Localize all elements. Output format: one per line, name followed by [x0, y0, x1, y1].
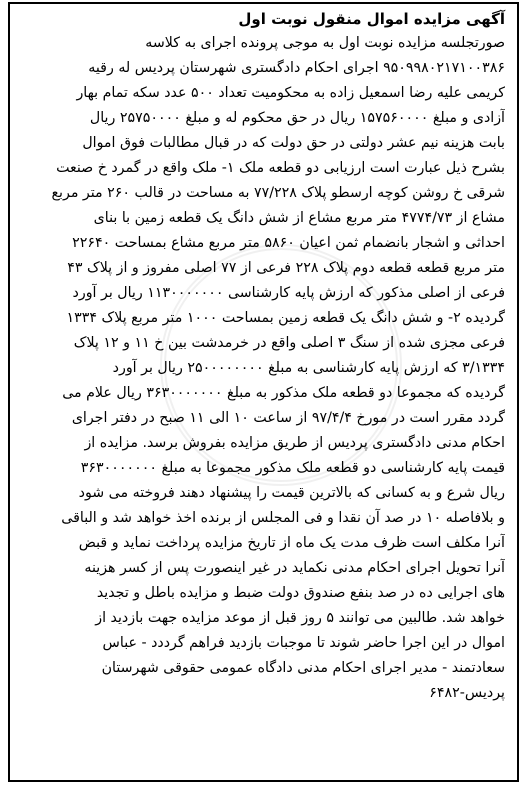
notice-line: آنرا مکلف است ظرف مدت یک ماه از تاریخ مزایده پرداخت نماید و قبض — [78, 535, 505, 551]
notice-line: ریال شرع و به کسانی که بالاترین قیمت را پیشنهاد دهند فروخته می شود — [78, 485, 505, 501]
notice-line: گردد مقرر است در مورخ ۹۷/۴/۴ از ساعت ۱۰ الی ۱۱ صبح در دفتر اجرای — [71, 410, 505, 426]
notice-line: گردیده ۲- و شش دانگ یک قطعه زمین بمساحت ۱۰۰۰ متر مربع پلاک ۱۳۳۴ — [66, 310, 505, 326]
notice-line: خواهد شد. طالبین می توانند ۵ روز قبل از موعد مزایده جهت بازدید از — [95, 610, 505, 626]
notice-line: و بلافاصله ۱۰ در صد آن نقدا و فی المجلس از برنده اخذ خواهد شد و الباقی — [61, 510, 505, 526]
notice-line: پردیس-۶۴۸۲ — [429, 685, 505, 701]
notice-line: صورتجلسه مزایده نوبت اول به موجی پرونده اجرای به کلاسه — [145, 35, 505, 51]
notice-line: احکام مدنی دادگستری پردیس از طریق مزایده بفروش برسد. مزایده از — [84, 435, 505, 451]
notice-line: ۹۵۰۹۹۸۰۲۱۷۱۰۰۳۸۶ اجرای احکام دادگستری شهرستان پردیس له رقیه — [88, 60, 505, 76]
notice-line: کریمی علیه رضا اسمعیل زاده به محکومیت تعداد ۵۰۰ عدد سکه تمام بهار — [76, 85, 505, 101]
notice-line: فرعی مجزی شده از سنگ ۳ اصلی واقع در خرمدشت بین خ ۱۱ و ۱۲ پلاک — [73, 335, 505, 351]
notice-line: متر مربع قطعه قطعه دوم پلاک ۲۲۸ فرعی از ۷۷ اصلی مفروز و از پلاک ۴۳ — [67, 260, 505, 276]
notice-line: احداثی و اشجار بانضمام ثمن اعیان ۵۸۶۰ متر مربع مشاع بمساحت ۲۲۶۴۰ — [72, 235, 505, 251]
notice-line: قیمت پایه کارشناسی دو قطعه ملک مذکور مجموعا به مبلغ ۳۶۳۰۰۰۰۰۰۰ — [80, 460, 505, 476]
notice-line: فرعی از اصلی مذکور که ارزش پایه کارشناسی ۱۱۳۰۰۰۰۰۰۰ ریال بر آورد — [72, 285, 505, 301]
notice-line: بابت هزینه نیم عشر دولتی در حق دولت که در قبال مطالبات فوق اموال — [82, 135, 505, 151]
notice-line: شرقی خ روشن کوچه ارسطو پلاک ۷۷/۲۲۸ به مساحت در قالب ۲۶۰ متر مربع — [51, 185, 505, 201]
notice-title: آگهی مزایده اموال منقول نوبت اول — [238, 10, 505, 28]
notice-line: مشاع از ۴۷۷۴/۷۳ متر مربع مشاع از شش دانگ یک قطعه زمین با بنای — [93, 210, 505, 226]
notice-line: های اجرایی ده در صد بنفع صندوق دولت ضبط و مزایده باطل و تجدید — [96, 585, 505, 601]
notice-line: سعادتمند - مدیر اجرای احکام مدنی دادگاه عمومی حقوقی شهرستان — [101, 660, 505, 676]
notice-line: آنرا تحویل اجرای احکام مدنی نکماید در غیر اینصورت پس از کسر هزینه — [84, 560, 505, 576]
notice-line: گردیده که مجموعا دو قطعه ملک مذکور به مبلغ ۳۶۳۰۰۰۰۰۰۰ ریال علام می — [62, 385, 505, 401]
notice-line: ۳/۱۳۳۴ که ارزش پایه کارشناسی به مبلغ ۲۵۰۰۰۰۰۰۰۰ ریال بر آورد — [112, 360, 505, 376]
auction-notice — [10, 4, 517, 706]
notice-body — [22, 31, 505, 706]
notice-line: آزادی و مبلغ ۱۵۷۵۶۰۰۰۰ ریال در حق محکوم له و مبلغ ۲۵۷۵۰۰۰۰ ریال — [89, 110, 505, 126]
notice-line: اموال در این اجرا حاضر شوند تا موجبات بازدید فراهم گرددد - عباس — [102, 635, 505, 651]
notice-frame — [8, 2, 519, 782]
notice-line: بشرح ذیل عبارت است ارزیابی دو قطعه ملک ۱- ملک واقع در گمرد خ صنعت — [56, 160, 505, 176]
